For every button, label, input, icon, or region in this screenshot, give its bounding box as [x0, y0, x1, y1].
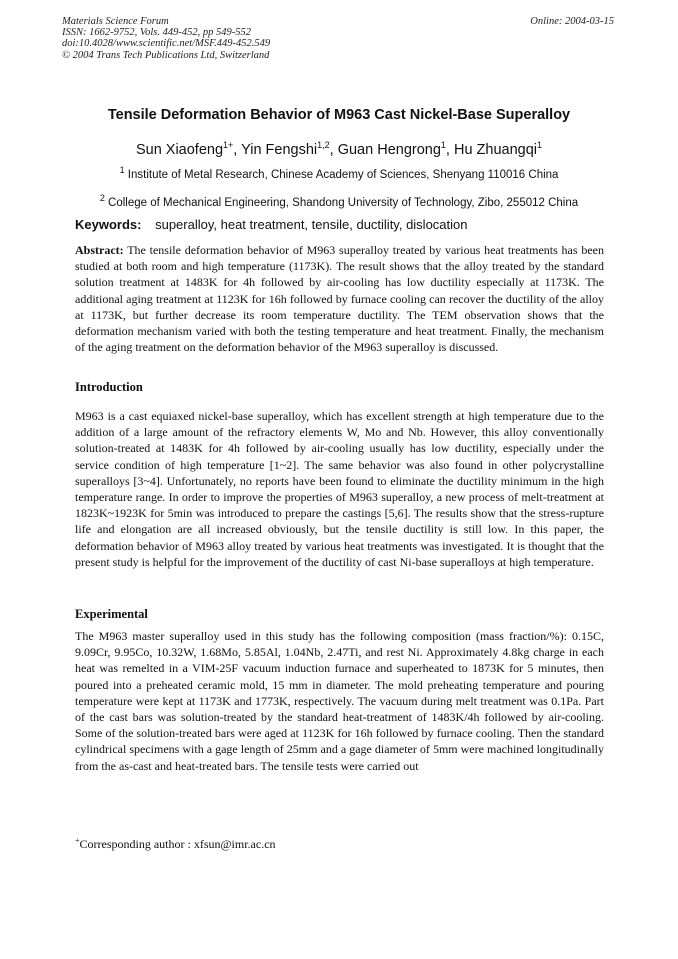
online-date: Online: 2004-03-15: [530, 16, 614, 27]
keywords-text: superalloy, heat treatment, tensile, ductility, dislocation: [155, 217, 468, 232]
footnote-mark: +: [75, 836, 80, 845]
abstract: [75, 242, 604, 355]
journal-issn: ISSN: 1662-9752, Vols. 449-452, pp 549-552: [62, 27, 251, 39]
author-name: Guan Hengrong: [337, 141, 441, 158]
affiliation: [0, 193, 678, 209]
journal-name: Materials Science Forum: [62, 16, 169, 27]
abstract-label: Abstract:: [75, 243, 124, 257]
author-affil-mark: 1: [537, 140, 543, 150]
affiliation-mark: 1: [119, 165, 125, 175]
affiliation-mark: 2: [99, 193, 105, 203]
journal-header: [62, 16, 270, 61]
affiliation: [0, 165, 678, 181]
keywords: [75, 217, 468, 232]
experimental-text: The M963 master superalloy used in this study has the following composition (mass fraction/%): 0.15C, 9.09Cr, 9.95Co, 10.32W, 1.68Mo, 5.85Al, 1.04Nb, 2.47Ti, and rest Ni. Approximately 4.8kg charge in each heat was remelted in a VIM-25F vacuum induction furnace and superheated to 1873K for 5 minutes, then poured into a preheated ceramic mold, 15 mm in diameter. The mold preheating temperature and pouring temperature were kept at 1173K and 1773K, respectively. The vacuum during melt treatment was 0.1Pa. Part of the cast bars was solution-treated by the standard heat-treatment of 1483K/4h followed by air-cooling. Some of the solution-treated bars were aged at 1123K for 16h followed by furnace cooling. Then the standard cylindrical specimens with a gage length of 25mm and a gage diameter of 5mm were machined longitudinally from the as-cast and heat-treated bars. The tensile tests were carried out: [75, 629, 604, 773]
footnote-text: Corresponding author : xfsun@imr.ac.cn: [79, 837, 276, 851]
author-name: Hu Zhuangqi: [453, 141, 538, 158]
author-name: Sun Xiaofeng: [135, 141, 224, 158]
author-affil-mark: 1+: [223, 140, 234, 150]
footnote: [75, 836, 276, 852]
author-name: Yin Fengshi: [241, 141, 318, 158]
journal-doi: doi:10.4028/www.scientific.net/MSF.449-452.549: [62, 38, 271, 50]
section-heading-experimental: Experimental: [75, 607, 148, 621]
keywords-label: Keywords:: [75, 217, 142, 232]
author-affil-mark: 1,2: [317, 140, 330, 150]
abstract-text: The tensile deformation behavior of M963 superalloy treated by various heat treatments has been studied at both room and high temperature (1173K). The result shows that the alloy treated by the standard solution treatment at 1483K for 4h followed by air-cooling has low ductility especially at 1173K. The additional aging treatment at 1123K for 16h followed by furnace cooling can recover the ductility of the alloy at 1173K, but further decrease its room temperature ductility. The TEM observation shows that the deformation mechanism varied with both the testing temperature and heat treatment. Finally, the mechanism of the aging treatment on the deformation behavior of the M963 superalloy is discussed.: [75, 243, 604, 355]
author-list: Sun Xiaofeng$^{1+}$, Yin Fengshi$^{1,2}$, Guan Hengrong$^1$, Hu Zhuangqi$^1$: [135, 140, 543, 158]
introduction-text: M963 is a cast equiaxed nickel-base superalloy, which has excellent strength at high temperature due to the addition of a large amount of the refractory elements W, Mo and Nb. However, this alloy conventionally solution-treated at 1483K for 4h followed by air-cooling usually has low ductility, especially under the service condition of high temperature [1~2]. The same behavior was also found in other polycrystalline superalloys [3~4]. Unfortunately, no reports have been found to eliminate the ductility minimum in the high temperature range. In order to improve the properties of M963 superalloy, a new process of melt-treatment at 1823K~1923K for 5min was introduced to prepare the castings [5,6]. The results show that the stress-rupture life and elongation are all increased obviously, but the tensile ductility is still low. In this paper, the deformation behavior of M963 alloy treated by various heat treatments was investigated. It is thought that the present study is helpful for the improvement of the ductility of cast Ni-base superalloys at high temperature.: [75, 409, 604, 569]
affiliation-text: Institute of Metal Research, Chinese Academy of Sciences, Shenyang 110016 China: [127, 168, 559, 181]
paper-title: Tensile Deformation Behavior of M963 Cast Nickel-Base Superalloy: [107, 107, 571, 123]
journal-copyright: © 2004 Trans Tech Publications Ltd, Switzerland: [62, 49, 270, 61]
affiliation-text: College of Mechanical Engineering, Shandong University of Technology, Zibo, 255012 China: [108, 196, 579, 209]
author-affil-mark: 1: [440, 140, 446, 150]
section-heading-introduction: Introduction: [75, 380, 143, 394]
